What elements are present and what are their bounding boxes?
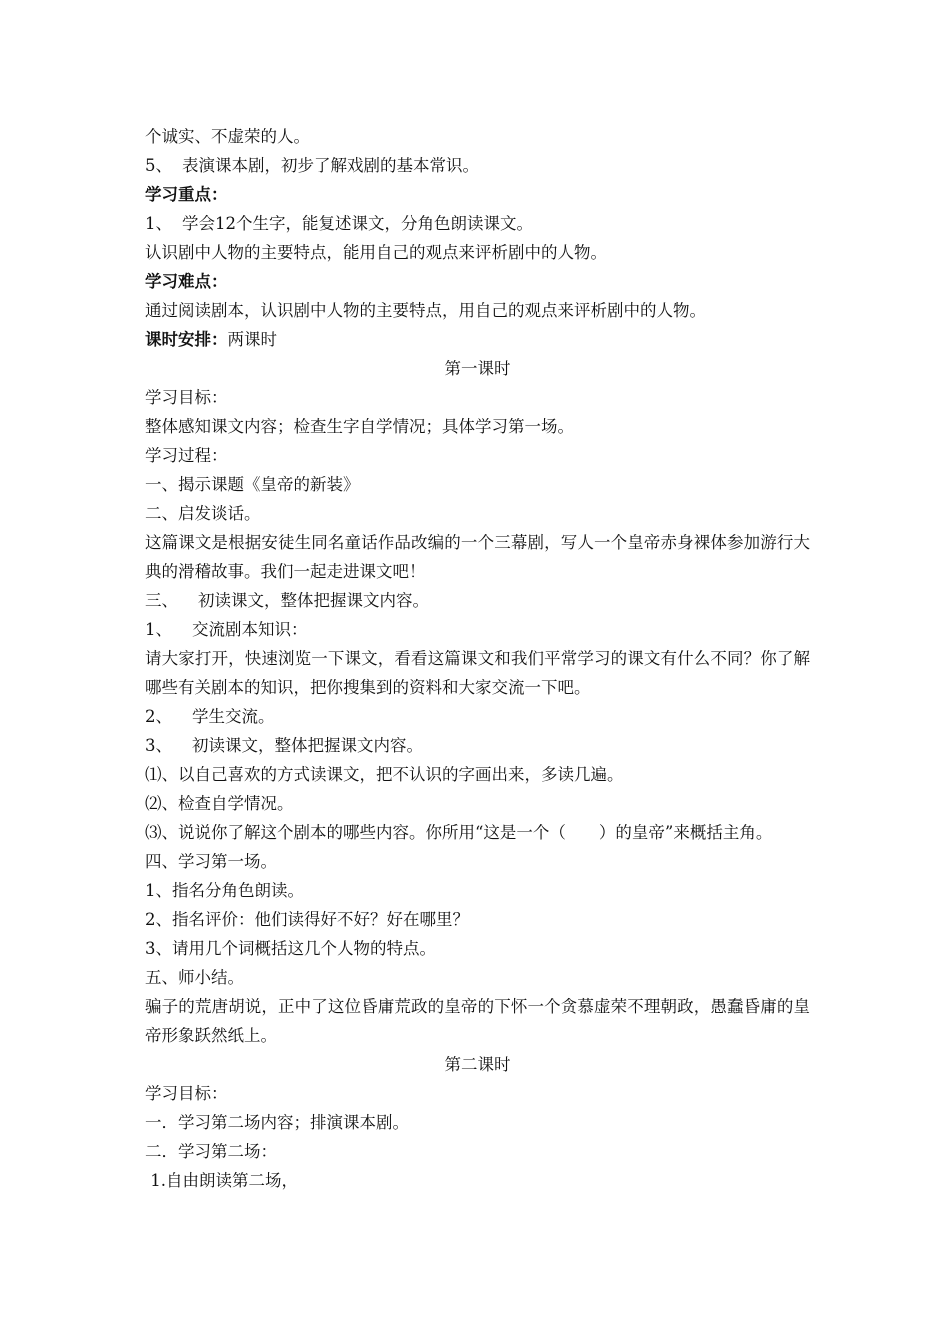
step-number: 3、 [145,736,172,755]
schedule-label: 课时安排： [145,330,228,349]
step-number: 1、 [145,620,172,639]
step-3 [145,586,810,615]
item-text: 学会12个生字，能复述课文，分角色朗读课文。 [182,214,533,233]
text-line: 认识剧中人物的主要特点，能用自己的观点来评析剧中的人物。 [145,243,607,262]
list-item: ⑵、检查自学情况。 [145,794,294,813]
step-2: 二、启发谈话。 [145,504,261,523]
step-number: 2、 [145,707,172,726]
step-5: 五、师小结。 [145,968,244,987]
process-label: 学习过程： [145,446,228,465]
schedule-value: 两课时 [227,330,277,349]
goal-label: 学习目标： [145,1084,228,1103]
sub-step-2 [145,702,810,731]
goal-label: 学习目标： [145,388,228,407]
item-text: 表演课本剧，初步了解戏剧的基本常识。 [182,156,479,175]
list-item: 1、指名分角色朗读。 [145,881,304,900]
paragraph: 骗子的荒唐胡说，正中了这位昏庸荒政的皇帝的下怀一个贪慕虚荣不理朝政，愚蠢昏庸的皇帝形象跃然纸上。 [145,997,810,1045]
sub-step-1 [145,615,810,644]
item-number: 5、 [145,156,172,175]
step-text: 学生交流。 [192,707,275,726]
list-item: 二．学习第二场： [145,1142,277,1161]
paragraph: 请大家打开，快速浏览一下课文，看看这篇课文和我们平常学习的课文有什么不同？你了解哪些有关剧本的知识，把你搜集到的资料和大家交流一下吧。 [145,649,810,697]
text-line: 通过阅读剧本，认识剧中人物的主要特点，用自己的观点来评析剧中的人物。 [145,301,706,320]
list-item: ⑶、说说你了解这个剧本的哪些内容。你所用“这是一个（ ）的皇帝”来概括主角。 [145,823,773,842]
item-number: 1、 [145,214,172,233]
section-title-1: 第一课时 [444,359,511,378]
list-item: 2、指名评价：他们读得好不好？好在哪里？ [145,910,469,929]
sub-step-3 [145,731,810,760]
step-text: 初读课文，整体把握课文内容。 [192,736,423,755]
goal-text: 整体感知课文内容；检查生字自学情况；具体学习第一场。 [145,417,574,436]
list-item: 3、请用几个词概括这几个人物的特点。 [145,939,436,958]
step-1: 一、揭示课题《皇帝的新装》 [145,475,360,494]
objective-item-5 [145,151,810,180]
list-item: 一．学习第二场内容；排演课本剧。 [145,1113,409,1132]
step-number: 三、 [145,591,178,610]
heading-key-points: 学习重点： [145,185,228,204]
key-point-item-1 [145,209,810,238]
section-title-2: 第二课时 [444,1055,511,1074]
step-text: 初读课文，整体把握课文内容。 [198,591,429,610]
step-4: 四、学习第一场。 [145,852,277,871]
step-text: 交流剧本知识： [192,620,308,639]
list-item: ⑴、以自己喜欢的方式读课文，把不认识的字画出来，多读几遍。 [145,765,624,784]
list-item: 1.自由朗读第二场， [145,1171,298,1190]
heading-difficulties: 学习难点： [145,272,228,291]
text-line: 个诚实、不虚荣的人。 [145,127,310,146]
paragraph: 这篇课文是根据安徒生同名童话作品改编的一个三幕剧，写人一个皇帝赤身裸体参加游行大典的滑稽故事。我们一起走进课文吧！ [145,533,810,581]
document-page [145,122,810,1195]
schedule-line [145,325,810,354]
